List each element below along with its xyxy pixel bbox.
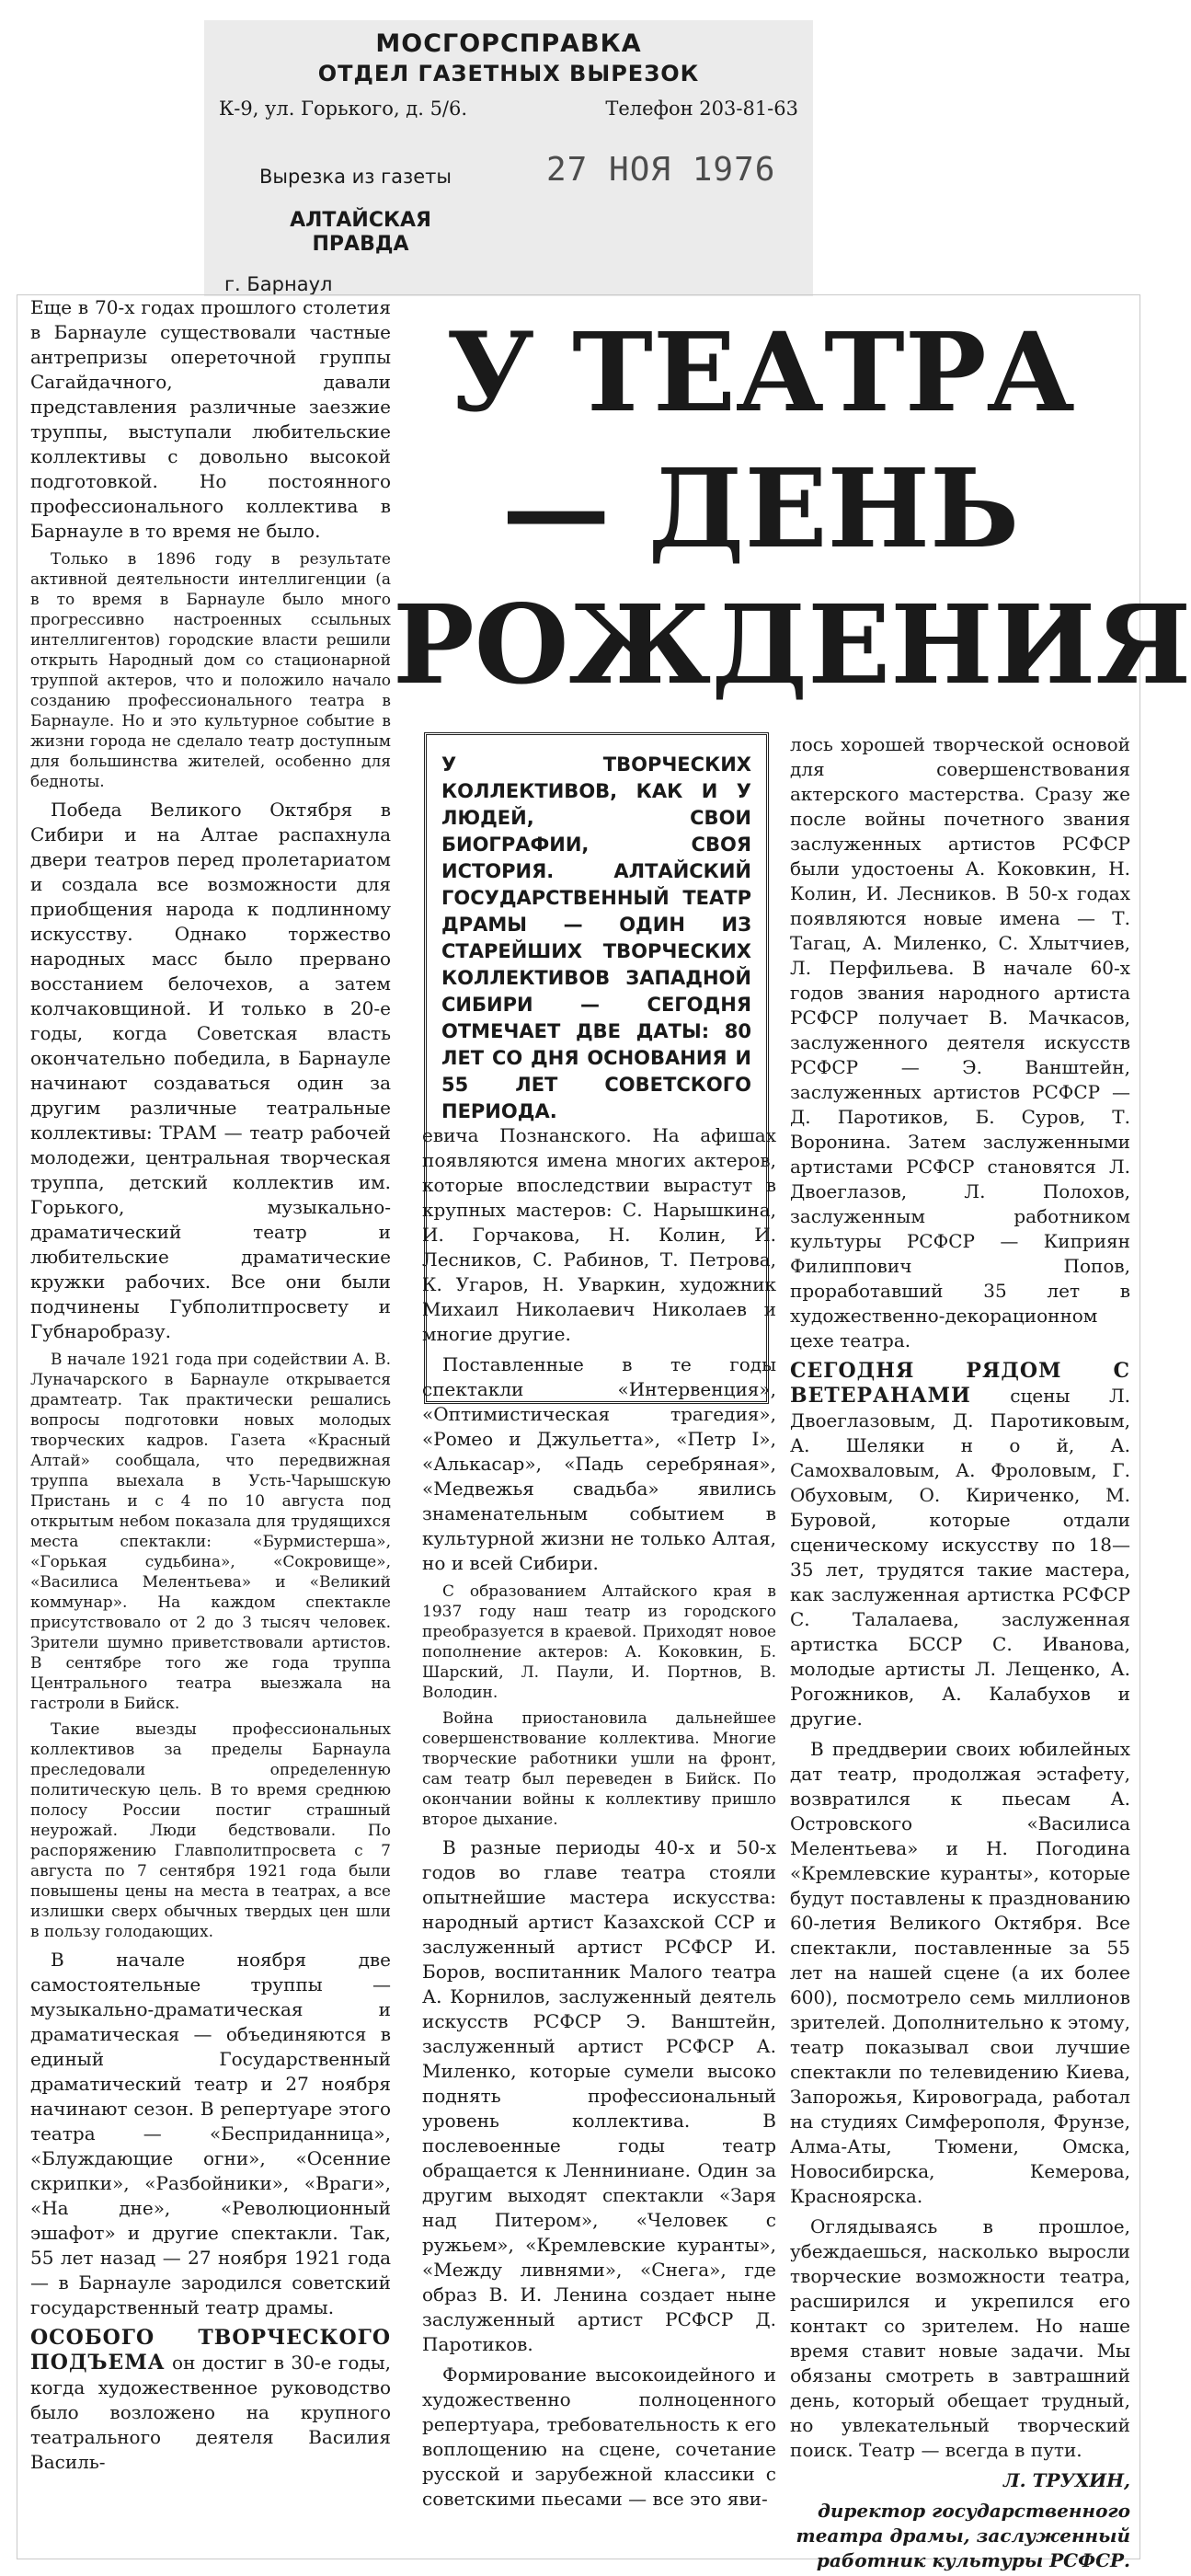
stamp-city: г. Барнаул: [224, 273, 333, 295]
paragraph: Такие выезды профессиональных коллективов за пределы Барнаула преследовали определенную политическую цель. В то время среднюю полосу России постиг страшный неурожай. Люди бедствовали. По распоряжению Главполитпросвета с 7 августа по 7 сентября 1921 года были повышены цены на места в театрах, а все излишки сверх обычных твердых цен шли в пользу голодающих.: [30, 1720, 391, 1941]
stamp-org: МОСГОРСПРАВКА: [375, 29, 642, 58]
headline: У ТЕАТРА— ДЕНЬ РОЖДЕНИЯ: [393, 308, 1191, 708]
newspaper-clipping: [17, 294, 1191, 2571]
paragraph: Только в 1896 году в результате активной деятельности интеллигенции (а в то время в Барнауле было много прогрессивно настроенных ссыльных интеллигентов) городские власти решили открыть Народный дом со стационарной труппой актеров, что и положило начало созданию профессионального театра в Барнауле. Но и это культурное событие в жизни города не сделало театр доступным для большинства жителей, особенно для бедноты.: [30, 550, 391, 791]
stamp-date: 27 НОЯ 1976: [546, 151, 776, 189]
paragraph: лось хорошей творческой основой для совершенствования актерского мастерства. Сразу же после войны почетного звания заслуженных артистов РСФСР были удостоены А. Коковкин, Н. Колин, И. Лесников. В 50-х годах появляются новые имена — Т. Тагац, А. Миленко, С. Хлытчиев, Л. Перфильева. В начале 60-х годов звания народного артиста РСФСР получает В. Мачкасов, заслуженного деятеля искусств РСФСР — Э. Ванштейн, заслуженных артистов РСФСР — Д. Паротиков, Б. Суров, Т. Воронина. Затем заслуженными артистами РСФСР становятся Л. Двоеглазов, Л. Полохов, заслуженным работником культуры РСФСР — Киприян Филиппович Попов, проработавший 35 лет в художественно-декорационном цехе театра.: [790, 733, 1130, 1351]
subheading-continuation: он достиг в 30-е годы, когда художественное руководство было возложено на крупного театрального деятеля Василия Василь-: [30, 2352, 391, 2473]
stamp-paper-name: АЛТАЙСКАЯ ПРАВДА: [290, 209, 431, 256]
subheading: ОСОБОГО ТВОРЧЕСКОГО ПОДЪЕМА: [30, 2326, 391, 2375]
column-1: [30, 295, 391, 2549]
author-name: Л. ТРУХИН,: [1002, 2469, 1130, 2491]
paragraph: евича Познанского. На афишах появляются имена многих актеров, которые впоследствии вырастут в крупных мастеров: С. Нарышкина, И. Горчакова, Н. Колин, И. Лесников, С. Рабинов, Т. Петрова, К. Угаров, Н. Уваркин, художник Михаил Николаевич Николаев и многие другие.: [422, 1124, 776, 1345]
paragraph: Война приостановила дальнейшее совершенствование коллектива. Многие творческие работники ушли на фронт, сам театр был переведен в Бийск. По окончании войны к коллективу пришло второе дыхание.: [422, 1709, 776, 1829]
paragraph: Оглядываясь в прошлое, убеждаешься, насколько выросли творческие возможности театра, расширился и укрепился его контакт со зрителем. Но наше время ставит новые задачи. Мы обязаны смотреть в завтрашний день, который обещает трудный, но увлекательный творческий поиск. Театр — всегда в пути.: [790, 2215, 1130, 2461]
paragraph: В разные периоды 40-х и 50-х годов во главе театра стояли опытнейшие мастера искусства: народный артист Казахской ССР и заслуженный артист РСФСР И. Боров, воспитанник Малого театра А. Корнилов, заслуженный деятель искусств РСФСР Э. Ванштейн, заслуженный артист РСФСР А. Миленко, которые сумели высоко поднять профессиональный уровень коллектива. В послевоенные годы театр обращается к Ленниниане. Один за другим выходят спектакли «Заря над Питером», «Человек с ружьем», «Кремлевские куранты», «Между ливнями», «Снега», где образ В. И. Ленина создает ныне заслуженный артист РСФСР Д. Паротиков.: [422, 1836, 776, 2355]
subheading-continuation: сцены Л. Двоеглазовым, Д. Паротиковым, А. Шеляки н о й, А. Самохваловым, А. Фроловым, Г. Обуховым, О. Кириченко, М. Буровой, которые отдали сценическому искусству по 18—35 лет, трудятся такие мастера, как заслуженная артистка РСФСР С. Талалаева, заслуженная артистка БССР С. Иванова, молодые артисты Л. Лещенко, А. Рогожников, А. Калабухов и другие.: [790, 1385, 1130, 1730]
subheading-paragraph: [30, 2326, 391, 2475]
column-2: [422, 1123, 776, 2549]
lead-box: У ТВОРЧЕСКИХ КОЛЛЕКТИВОВ, КАК И У ЛЮДЕЙ, СВОИ БИОГРАФИИ, СВОЯ ИСТОРИЯ. АЛТАЙСКИЙ ГОСУДАРСТВЕННЫЙ ТЕАТР ДРАМЫ — ОДИН ИЗ СТАРЕЙШИХ ТВОРЧЕСКИХ КОЛЛЕКТИВОВ ЗАПАДНОЙ СИБИРИ — СЕГОДНЯ ОТМЕЧАЕТ ДВЕ ДАТЫ: 80 ЛЕТ СО ДНЯ ОСНОВАНИЯ И 55 ЛЕТ СОВЕТСКОГО ПЕРИОДА.: [424, 732, 769, 1404]
subheading: СЕГОДНЯ РЯДОМ С ВЕТЕРАНАМИ: [790, 1359, 1130, 1408]
paragraph: В начале ноября две самостоятельные труппы — музыкально-драматическая и драматическая — объединяются в единый Государственный драматический театр и 27 ноября начинают сезон. В репертуаре этого театра — «Бесприданница», «Блуждающие огни», «Осенние скрипки», «Разбойники», «Враги», «На дне», «Революционный эшафот» и другие спектакли. Так, 55 лет назад — 27 ноября 1921 года — в Барнауле зародился советский государственный театр драмы.: [30, 1949, 391, 2318]
paragraph: Формирование высокоидейного и художественно полноценного репертуара, требовательность к его воплощению на сцене, сочетание русской и зарубежной классики с советскими пьесами — все это яви-: [422, 2363, 776, 2510]
paragraph: Еще в 70-х годах прошлого столетия в Барнауле существовали частные антрепризы опереточной группы Сагайдачного, давали представления различные заезжие труппы, выступали любительские коллективы с довольно высокой подготовкой. Но постоянного профессионального коллектива в Барнауле в то время не было.: [30, 296, 391, 542]
stamp-source-label: Вырезка из газеты: [259, 166, 452, 188]
column-3: [790, 732, 1130, 2571]
paragraph: Победа Великого Октября в Сибири и на Алтае распахнула двери театров перед пролетариатом и создала все возможности для приобщения народа к подлинному искусству. Однако торжество народных масс было прервано восстанием белочехов, а затем колчаковщиной. И только в 20-е годы, когда Советская власть окончательно победила, в Барнауле начинают создаваться один за другим различные театральные коллективы: ТРАМ — театр рабочей молодежи, центральная творческая труппа, детский коллектив им. Горького, музыкально-драматический театр и любительские драматические кружки рабочих. Все они были подчинены Губполитпросвету и Губнаробразу.: [30, 799, 391, 1342]
paragraph: Поставленные в те годы спектакли «Интервенция», «Оптимистическая трагедия», «Ромео и Джульетта», «Петр I», «Алькасар», «Падь серебряная», «Медвежья свадьба» явились знаменательным событием в культурной жизни не только Алтая, но и всей Сибири.: [422, 1353, 776, 1574]
author-title: директор государственного театра драмы, заслуженный работник культуры РСФСР.: [796, 2500, 1130, 2571]
stamp-address: К-9, ул. Горького, д. 5/6.: [219, 98, 468, 120]
stamp-dept: ОТДЕЛ ГАЗЕТНЫХ ВЫРЕЗОК: [317, 61, 700, 86]
paragraph: В преддверии своих юбилейных дат театр, продолжая эстафету, возвратился к пьесам А. Островского «Василиса Мелентьева» и Н. Погодина «Кремлевские куранты», которые будут поставлены к празднованию 60-летия Великого Октября. Все спектакли, поставленные за 55 лет на нашей сцене (а их более 600), посмотрело семь миллионов зрителей. Дополнительно к этому, театр показывал свои лучшие спектакли по телевидению Киева, Запорожья, Кировограда, работал на студиях Симферополя, Фрунзе, Алма-Аты, Тюмени, Омска, Новосибирска, Кемерова, Красноярска.: [790, 1738, 1130, 2207]
paragraph: С образованием Алтайского края в 1937 году наш театр из городского преобразуется в краевой. Приходят новое пополнение актеров: А. Коковкин, Б. Шарский, Л. Паули, И. Портнов, В. Володин.: [422, 1582, 776, 1702]
clipping-service-stamp: [204, 20, 813, 296]
paragraph: В начале 1921 года при содействии А. В. Луначарского в Барнауле открывается драмтеатр. Так практически решались вопросы подготовки новых молодых творческих кадров. Газета «Красный Алтай» сообщала, что передвижная труппа выехала в Усть-Чарышскую Пристань и с 4 по 10 августа под открытым небом показала для трудящихся места спектакли: «Бурмистерша», «Горькая судьбина», «Сокровище», «Василиса Мелентьева» и «Великий коммунар». На каждом спектакле присутствовало от 2 до 3 тысяч человек. Зрители шумно приветствовали артистов. В сентябре того же года труппа Центрального театра выезжала на гастроли в Бийск.: [30, 1351, 391, 1713]
stamp-phone: Телефон 203-81-63: [605, 98, 798, 120]
subheading-paragraph: [790, 1359, 1130, 1731]
